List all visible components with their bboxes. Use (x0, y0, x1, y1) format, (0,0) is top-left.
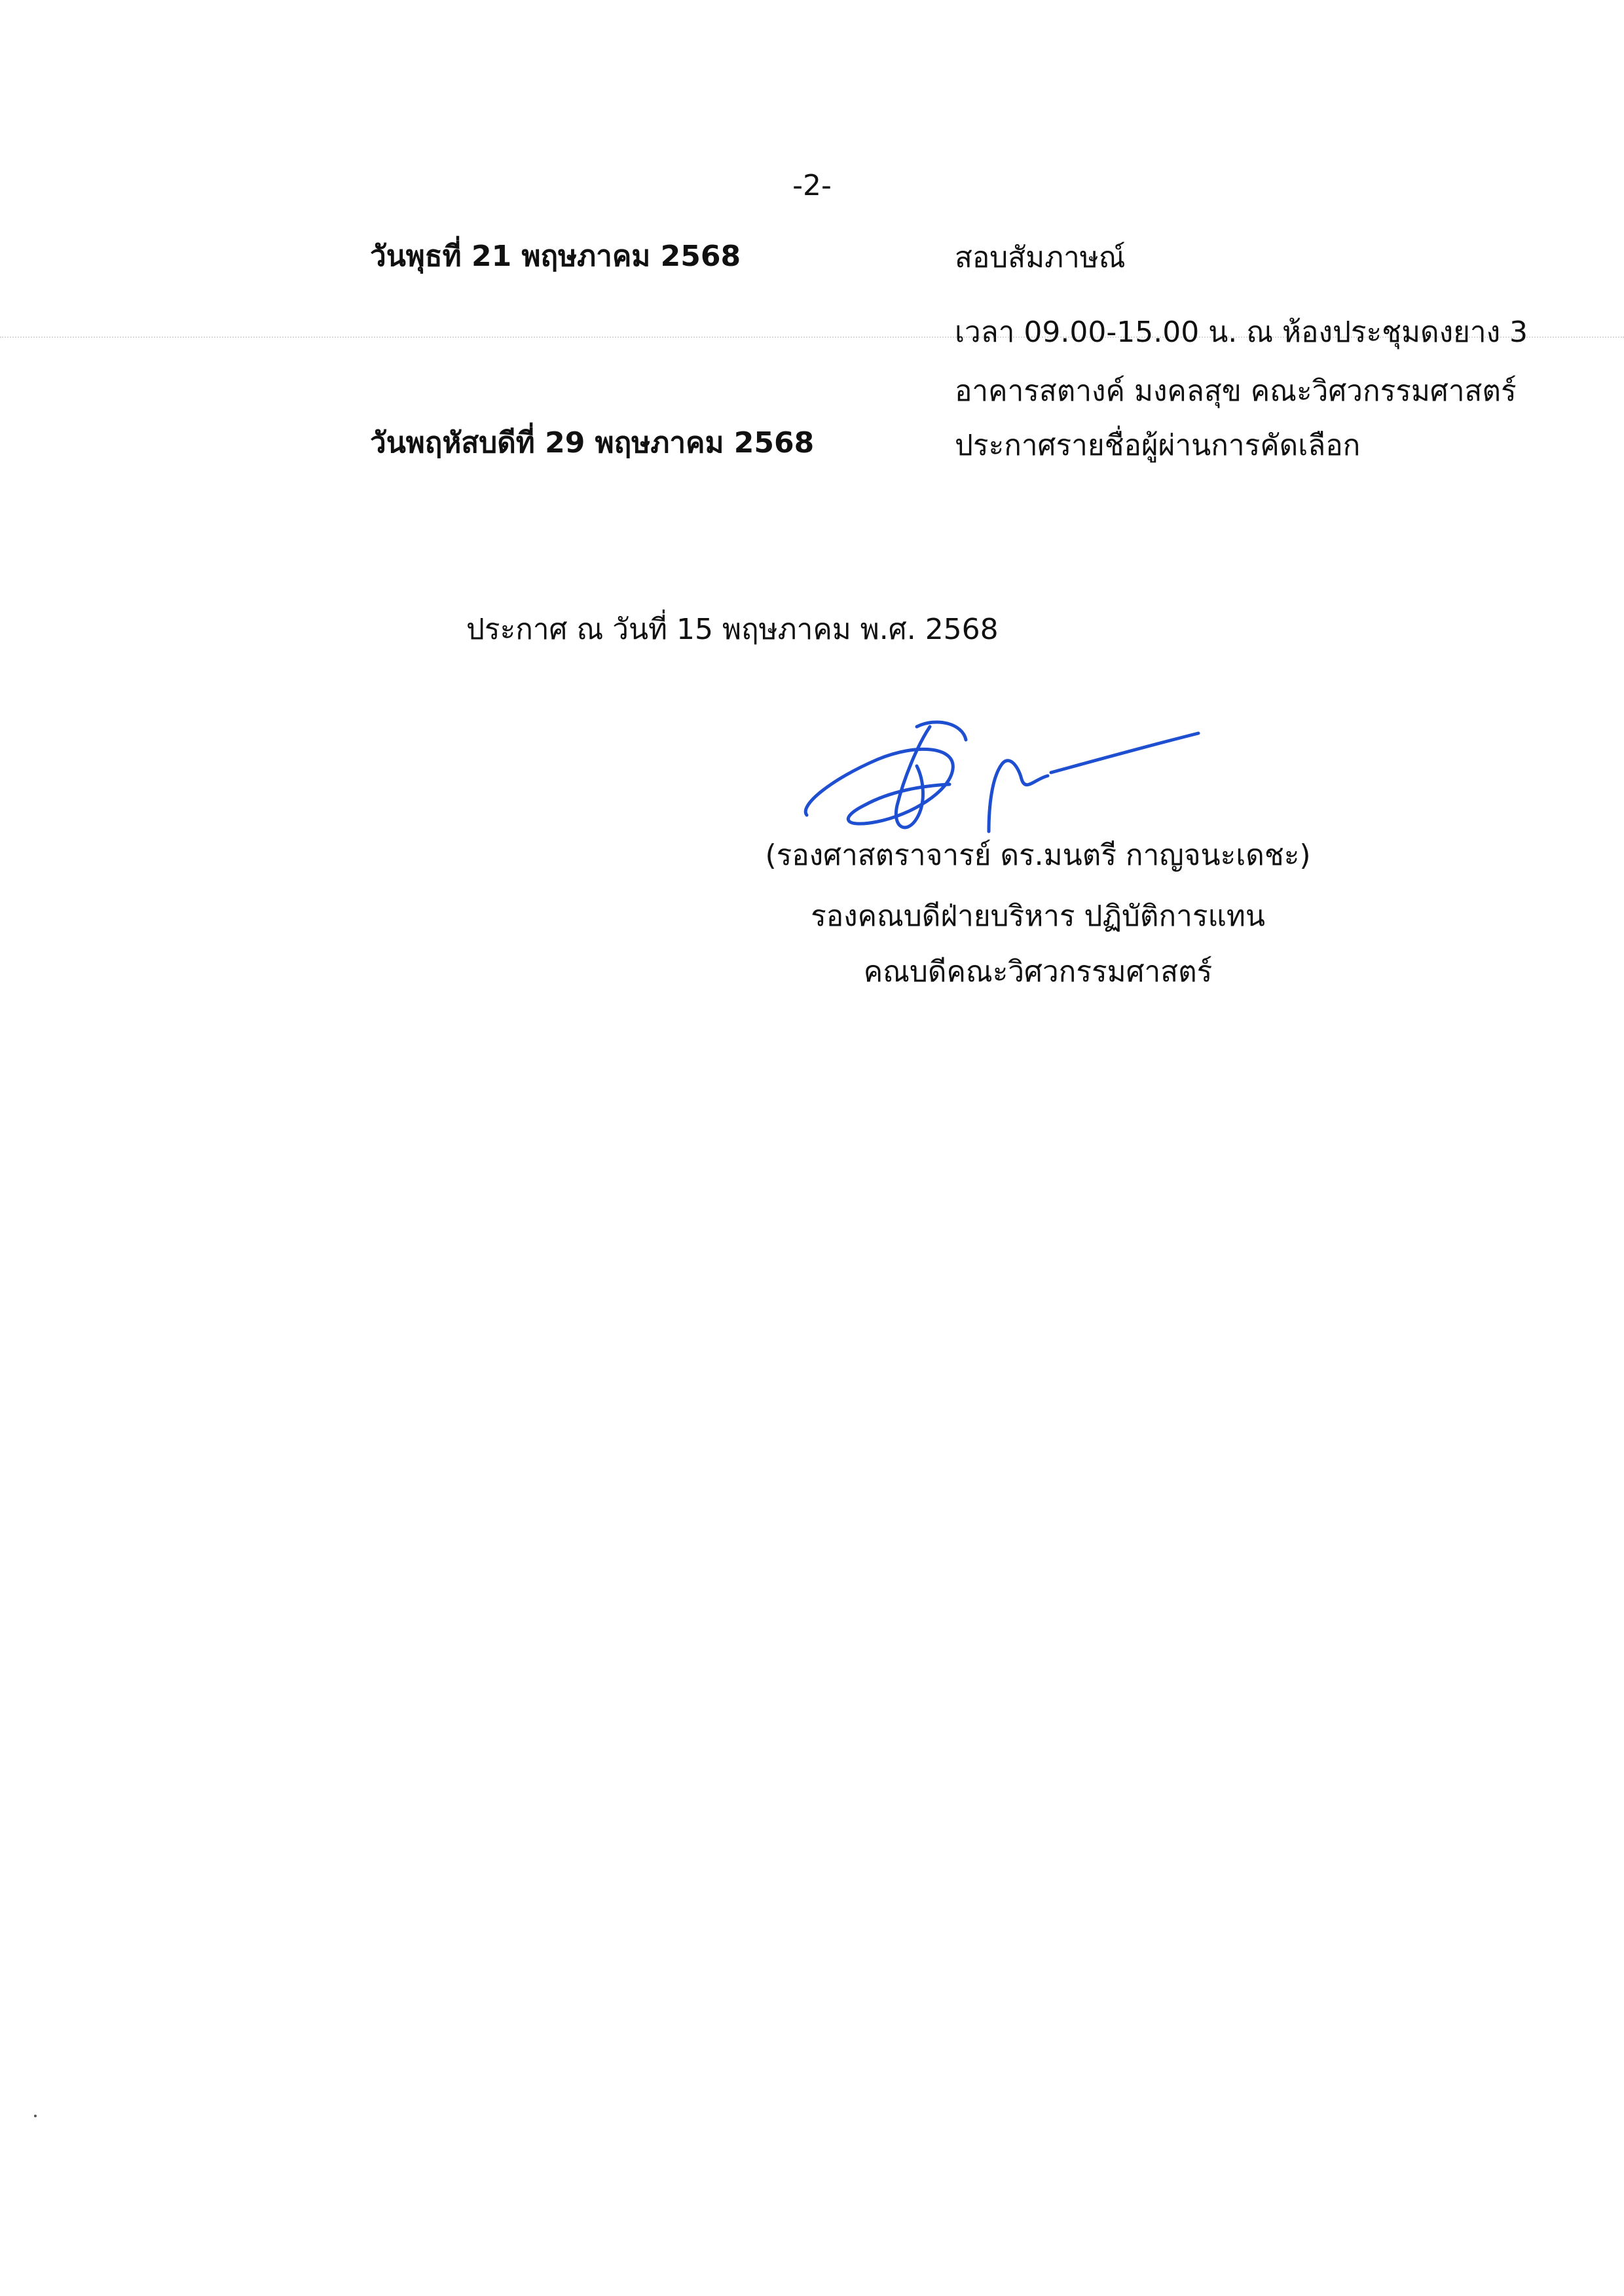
handwritten-signature (792, 707, 1211, 845)
schedule-date-2: วันพฤหัสบดีที่ 29 พฤษภาคม 2568 (370, 426, 815, 460)
schedule-date-1: วันพุธที่ 21 พฤษภาคม 2568 (370, 240, 741, 273)
signatory-name: (รองศาสตราจารย์ ดร.มนตรี กาญจนะเดชะ) (765, 839, 1311, 872)
signatory-position: รองคณบดีฝ่ายบริหาร ปฏิบัติการแทน (811, 900, 1265, 933)
schedule-detail-2-1: ประกาศรายชื่อผู้ผ่านการคัดเลือก (955, 429, 1361, 462)
schedule-detail-1-1: สอบสัมภาษณ์ (955, 241, 1126, 274)
schedule-detail-1-3: อาคารสตางค์ มงคลสุข คณะวิศวกรรมศาสตร์ (955, 374, 1517, 408)
announcement-date: ประกาศ ณ วันที่ 15 พฤษภาคม พ.ศ. 2568 (466, 613, 999, 646)
schedule-detail-1-2: เวลา 09.00-15.00 น. ณ ห้องประชุมดงยาง 3 (955, 316, 1528, 349)
scan-speck (34, 2115, 37, 2117)
page-number: -2- (792, 169, 832, 202)
signatory-title: คณบดีคณะวิศวกรรมศาสตร์ (863, 955, 1213, 989)
